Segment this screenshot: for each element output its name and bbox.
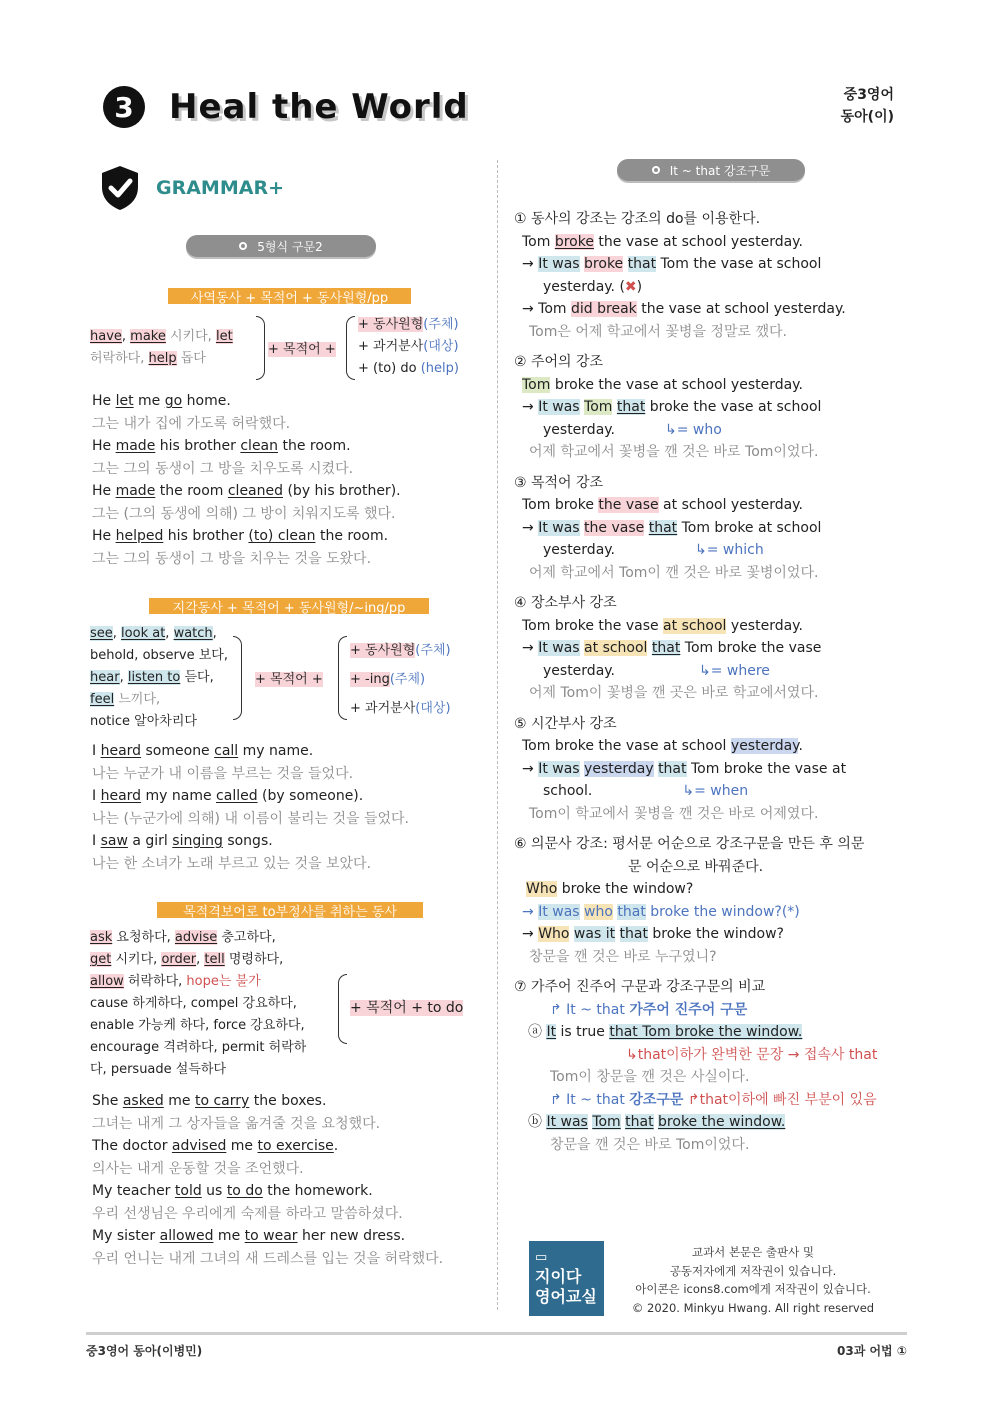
- x-mark-icon: ✖: [624, 278, 637, 295]
- section-title: ③ 목적어 강조: [514, 474, 604, 491]
- publisher-label: 동아(이): [840, 109, 894, 125]
- examples-to-infinitive: She asked me to carry the boxes. 그녀는 내게 그 상자들을 옮겨줄 것을 요청했다. The doctor advised me to exercise. 의사는 내게 운동할 것을 조언했다. My teacher told us to do the homework. 우리 선생님은 우리에게 숙제를 하라고 말씀하셨다. My sister allowed me to wear her new dress. 우리 언니는 내게 그녀의 새 드레스를 입는 것을 허락했다.: [92, 1093, 444, 1267]
- lesson-title: [103, 84, 469, 130]
- section-title: ⑥ 의문사 강조: 평서문 어순으로 강조구문을 만든 후 의문: [514, 836, 865, 852]
- brand-logo: ▭ 지이다 영어교실: [529, 1241, 604, 1316]
- option-2: + 과거분사(대상): [358, 339, 459, 354]
- rule-band-perception: 지각동사 + 목적어 + 동사원형/~ing/pp: [149, 598, 429, 614]
- footer-right: 03과 어법 ①: [837, 1344, 907, 1358]
- example-translation: 그는 그의 동생이 그 방을 치우는 것을 도왔다.: [92, 550, 372, 567]
- copyright-notice: 교과서 본문은 출판사 및 공동저자에게 저작권이 있습니다. 아이콘은 icons8.com에게 저작권이 있습니다. © 2020. Minkyu Hwang. All right reserved: [631, 1245, 875, 1315]
- circle-bullet-icon: [652, 166, 660, 174]
- option-3: + (to) do (help): [358, 361, 459, 376]
- causative-options: [358, 314, 459, 380]
- perception-object: + 목적어 +: [255, 672, 323, 687]
- perception-verbs: see, look at, watch, behold, observe 보다, hear, listen to 듣다, feel 느끼다, notice 알아차리다: [90, 626, 228, 729]
- examples-causative: [92, 390, 401, 570]
- brace: [338, 636, 347, 720]
- causative-verbs-line1: have, make 시키다, let: [90, 329, 233, 344]
- grade-label: 중3영어: [843, 87, 894, 103]
- section-pill-left: 5형식 구문2: [186, 235, 376, 257]
- grade-info: [841, 84, 894, 128]
- brace: [338, 974, 347, 1044]
- footer-left: 중3영어 동아(이병민): [86, 1344, 203, 1358]
- emphasis-sections: ① 동사의 강조는 강조의 do를 이용한다. Tom broke the vase at school yesterday. → It was broke that Tom the vase at school yesterday. (✖) → Tom did break the vase at school yesterday. Tom은 어제 학교에서 꽃병을 정말로 깼다. ② 주어의 강조 Tom broke the vase at school yesterday. → It was Tom that broke the vase at school yesterday. ↳= who 어제 학교에서 꽃병을 깬 것은 바로 Tom이었다. ③ 목적어 강조 Tom broke the vase at school yesterday. → It was the vase that Tom broke at school yesterday. ↳= which 어제 학교에서 Tom이 깬 것은 바로 꽃병이었다. ④ 장소부사 강조 Tom broke the vase at school yesterday. → It was at school that Tom broke the vase yesterday. ↳= where 어제 Tom이 꽃병을 깬 곳은 바로 학교에서였다. ⑤ 시간부사 강조 Tom broke the vase at school yesterday. → It was yesterday that Tom broke the vase at school. ↳= when Tom이 학교에서 꽃병을 깬 것은 바로 어제였다. ⑥ 의문사 강조: 평서문 어순으로 강조구문을 만든 후 의문 문 어순으로 바꿔준다. Who broke the window? → It was who that broke the window?(*) → Who was it that broke the window? 창문을 깬 것은 바로 누구였니? ⑦ 가주어 진주어 구문과 강조구문의 비교 ↱ It ~ that 가주어 진주어 구문 ⓐ It is true that Tom broke the window. ↳that이하가 완벽한 문장 → 접속사 that Tom이 창문을 깬 것은 사실이다. ↱ It ~ that 강조구문 ↱that이하에 빠진 부분이 있음 ⓑ It was Tom that broke the window. 창문을 깬 것은 바로 Tom이었다.: [514, 208, 908, 1156]
- section-pill-right: It ~ that 강조구문: [617, 159, 805, 181]
- lesson-number: 3: [103, 86, 145, 128]
- brace: [256, 316, 265, 380]
- column-divider: [497, 160, 498, 1310]
- to-infinitive-verbs: ask 요청하다, advise 충고하다, get 시키다, order, tell 명령하다, allow 허락하다, hope는 불가 cause 하게하다, compel 강요하다, enable 가능케 하다, force 강요하다, encourage 격려하다, permit 허락하 다, persuade 설득하다: [90, 930, 307, 1077]
- grammar-heading: [100, 165, 284, 211]
- causative-object: + 목적어 +: [268, 342, 336, 357]
- shield-check-icon: [100, 165, 140, 211]
- section-title: ② 주어의 강조: [514, 354, 604, 370]
- rule-band-causative: 사역동사 + 목적어 + 동사원형/pp: [168, 288, 411, 304]
- perception-options: + 동사원형(주체) + -ing(주체) + 과거분사(대상): [350, 643, 451, 716]
- brace: [233, 636, 242, 720]
- book-icon: ▭: [535, 1250, 548, 1265]
- causative-verbs-line2: 허락하다, help 돕다: [90, 351, 206, 366]
- lesson-title-text: Heal the World: [169, 87, 469, 127]
- section-title: ④ 장소부사 강조: [514, 595, 617, 611]
- causative-verbs: [90, 326, 233, 370]
- example-translation: 그는 내가 집에 가도록 허락했다.: [92, 415, 291, 432]
- grammar-label: GRAMMAR+: [156, 177, 284, 199]
- section-title: ⑤ 시간부사 강조: [514, 715, 617, 732]
- examples-perception: I heard someone call my name. 나는 누군가 내 이름을 부르는 것을 들었다. I heard my name called (by someone). 나는 (누군가에 의해) 내 이름이 불리는 것을 들었다. I saw a girl singing songs. 나는 한 소녀가 노래 부르고 있는 것을 보았다.: [92, 743, 410, 872]
- to-infinitive-pattern: + 목적어 + to do: [350, 1000, 464, 1016]
- example-sentence: He made his brother clean the room.: [92, 438, 351, 454]
- section-title: ① 동사의 강조는 강조의 do를 이용한다.: [514, 211, 761, 227]
- section-title: ⑦ 가주어 진주어 구문과 강조구문의 비교: [514, 979, 766, 995]
- brace: [346, 316, 355, 380]
- example-sentence: He made the room cleaned (by his brother).: [92, 483, 401, 499]
- example-sentence: He let me go home.: [92, 393, 231, 409]
- rule-band-to-infinitive: 목적격보어로 to부정사를 취하는 동사: [157, 902, 423, 918]
- example-translation: 그는 (그의 동생에 의해) 그 방이 치워지도록 했다.: [92, 505, 396, 522]
- example-sentence: He helped his brother (to) clean the room.: [92, 528, 389, 544]
- example-translation: 그는 그의 동생이 그 방을 치우도록 시켰다.: [92, 460, 354, 477]
- circle-bullet-icon: [239, 242, 247, 250]
- footer-divider: [86, 1332, 907, 1335]
- option-1: + 동사원형(주체): [358, 317, 459, 332]
